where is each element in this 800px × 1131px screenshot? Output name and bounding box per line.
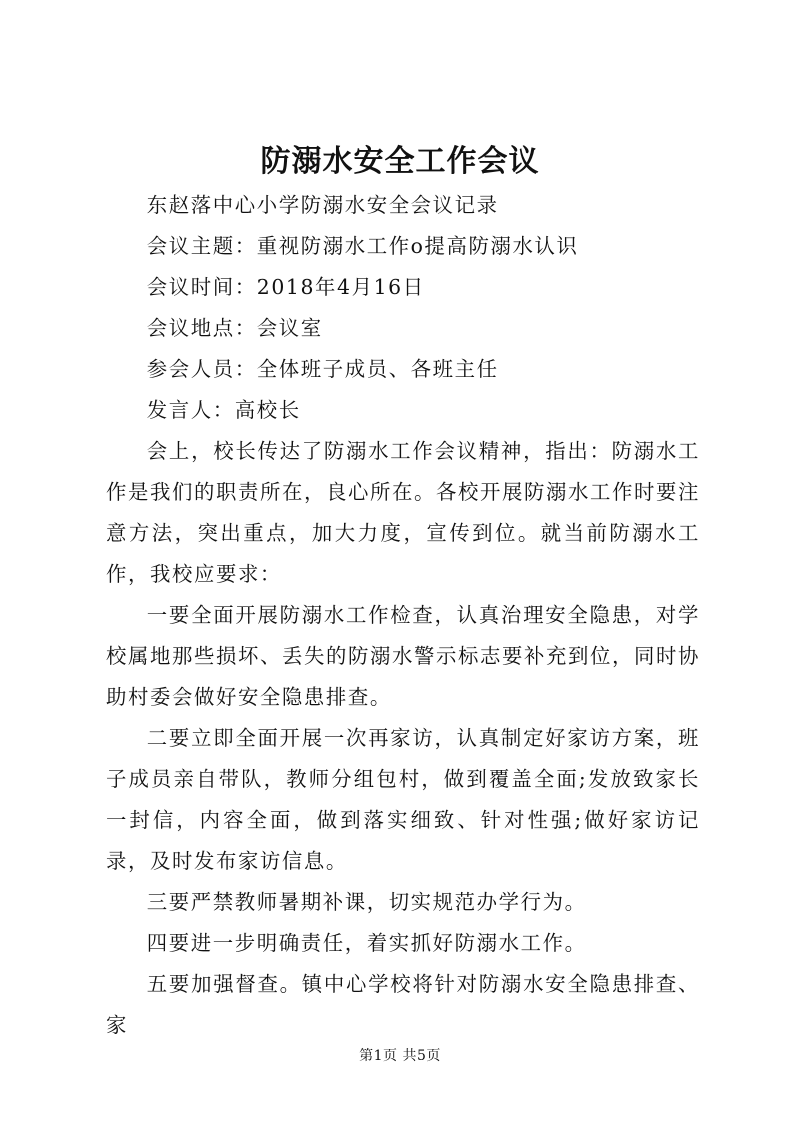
paragraph-item-2: 二要立即全面开展一次再家访，认真制定好家访方案，班子成员亲自带队，教师分组包村，做到覆盖全面;发放致家长一封信，内容全面，做到落实细致、针对性强;做好家访记录，及时发布家访信息。 xyxy=(106,726,700,873)
page-number-footer: 第1页 共5页 xyxy=(359,1048,441,1064)
paragraph-item-5: 五要加强督查。镇中心学校将针对防溺水安全隐患排查、家 xyxy=(106,972,700,1037)
meeting-location: 会议地点：会议室 xyxy=(146,316,323,340)
paragraph-item-3: 三要严禁教师暑期补课，切实规范办学行为。 xyxy=(146,890,587,914)
meeting-speaker: 发言人：高校长 xyxy=(146,398,301,422)
paragraph-item-4: 四要进一步明确责任，着实抓好防溺水工作。 xyxy=(146,931,587,955)
meeting-record-heading: 东赵落中心小学防溺水安全会议记录 xyxy=(146,193,499,217)
paragraph-intro: 会上，校长传达了防溺水工作会议精神，指出：防溺水工作是我们的职责所在，良心所在。各校开展防溺水工作时要注意方法，突出重点，加大力度，宣传到位。就当前防溺水工作，我校应要求： xyxy=(106,439,700,586)
document-body xyxy=(106,185,700,1046)
paragraph-item-1: 一要全面开展防溺水工作检查，认真治理安全隐患，对学校属地那些损坏、丢失的防溺水警示标志要补充到位，同时协助村委会做好安全隐患排查。 xyxy=(106,603,700,709)
meeting-theme: 会议主题：重视防溺水工作o提高防溺水认识 xyxy=(146,234,579,258)
meeting-attendees: 参会人员：全体班子成员、各班主任 xyxy=(146,357,499,381)
meeting-time: 会议时间：2018年4月16日 xyxy=(146,275,425,299)
document-title: 防溺水安全工作会议 xyxy=(260,144,540,179)
